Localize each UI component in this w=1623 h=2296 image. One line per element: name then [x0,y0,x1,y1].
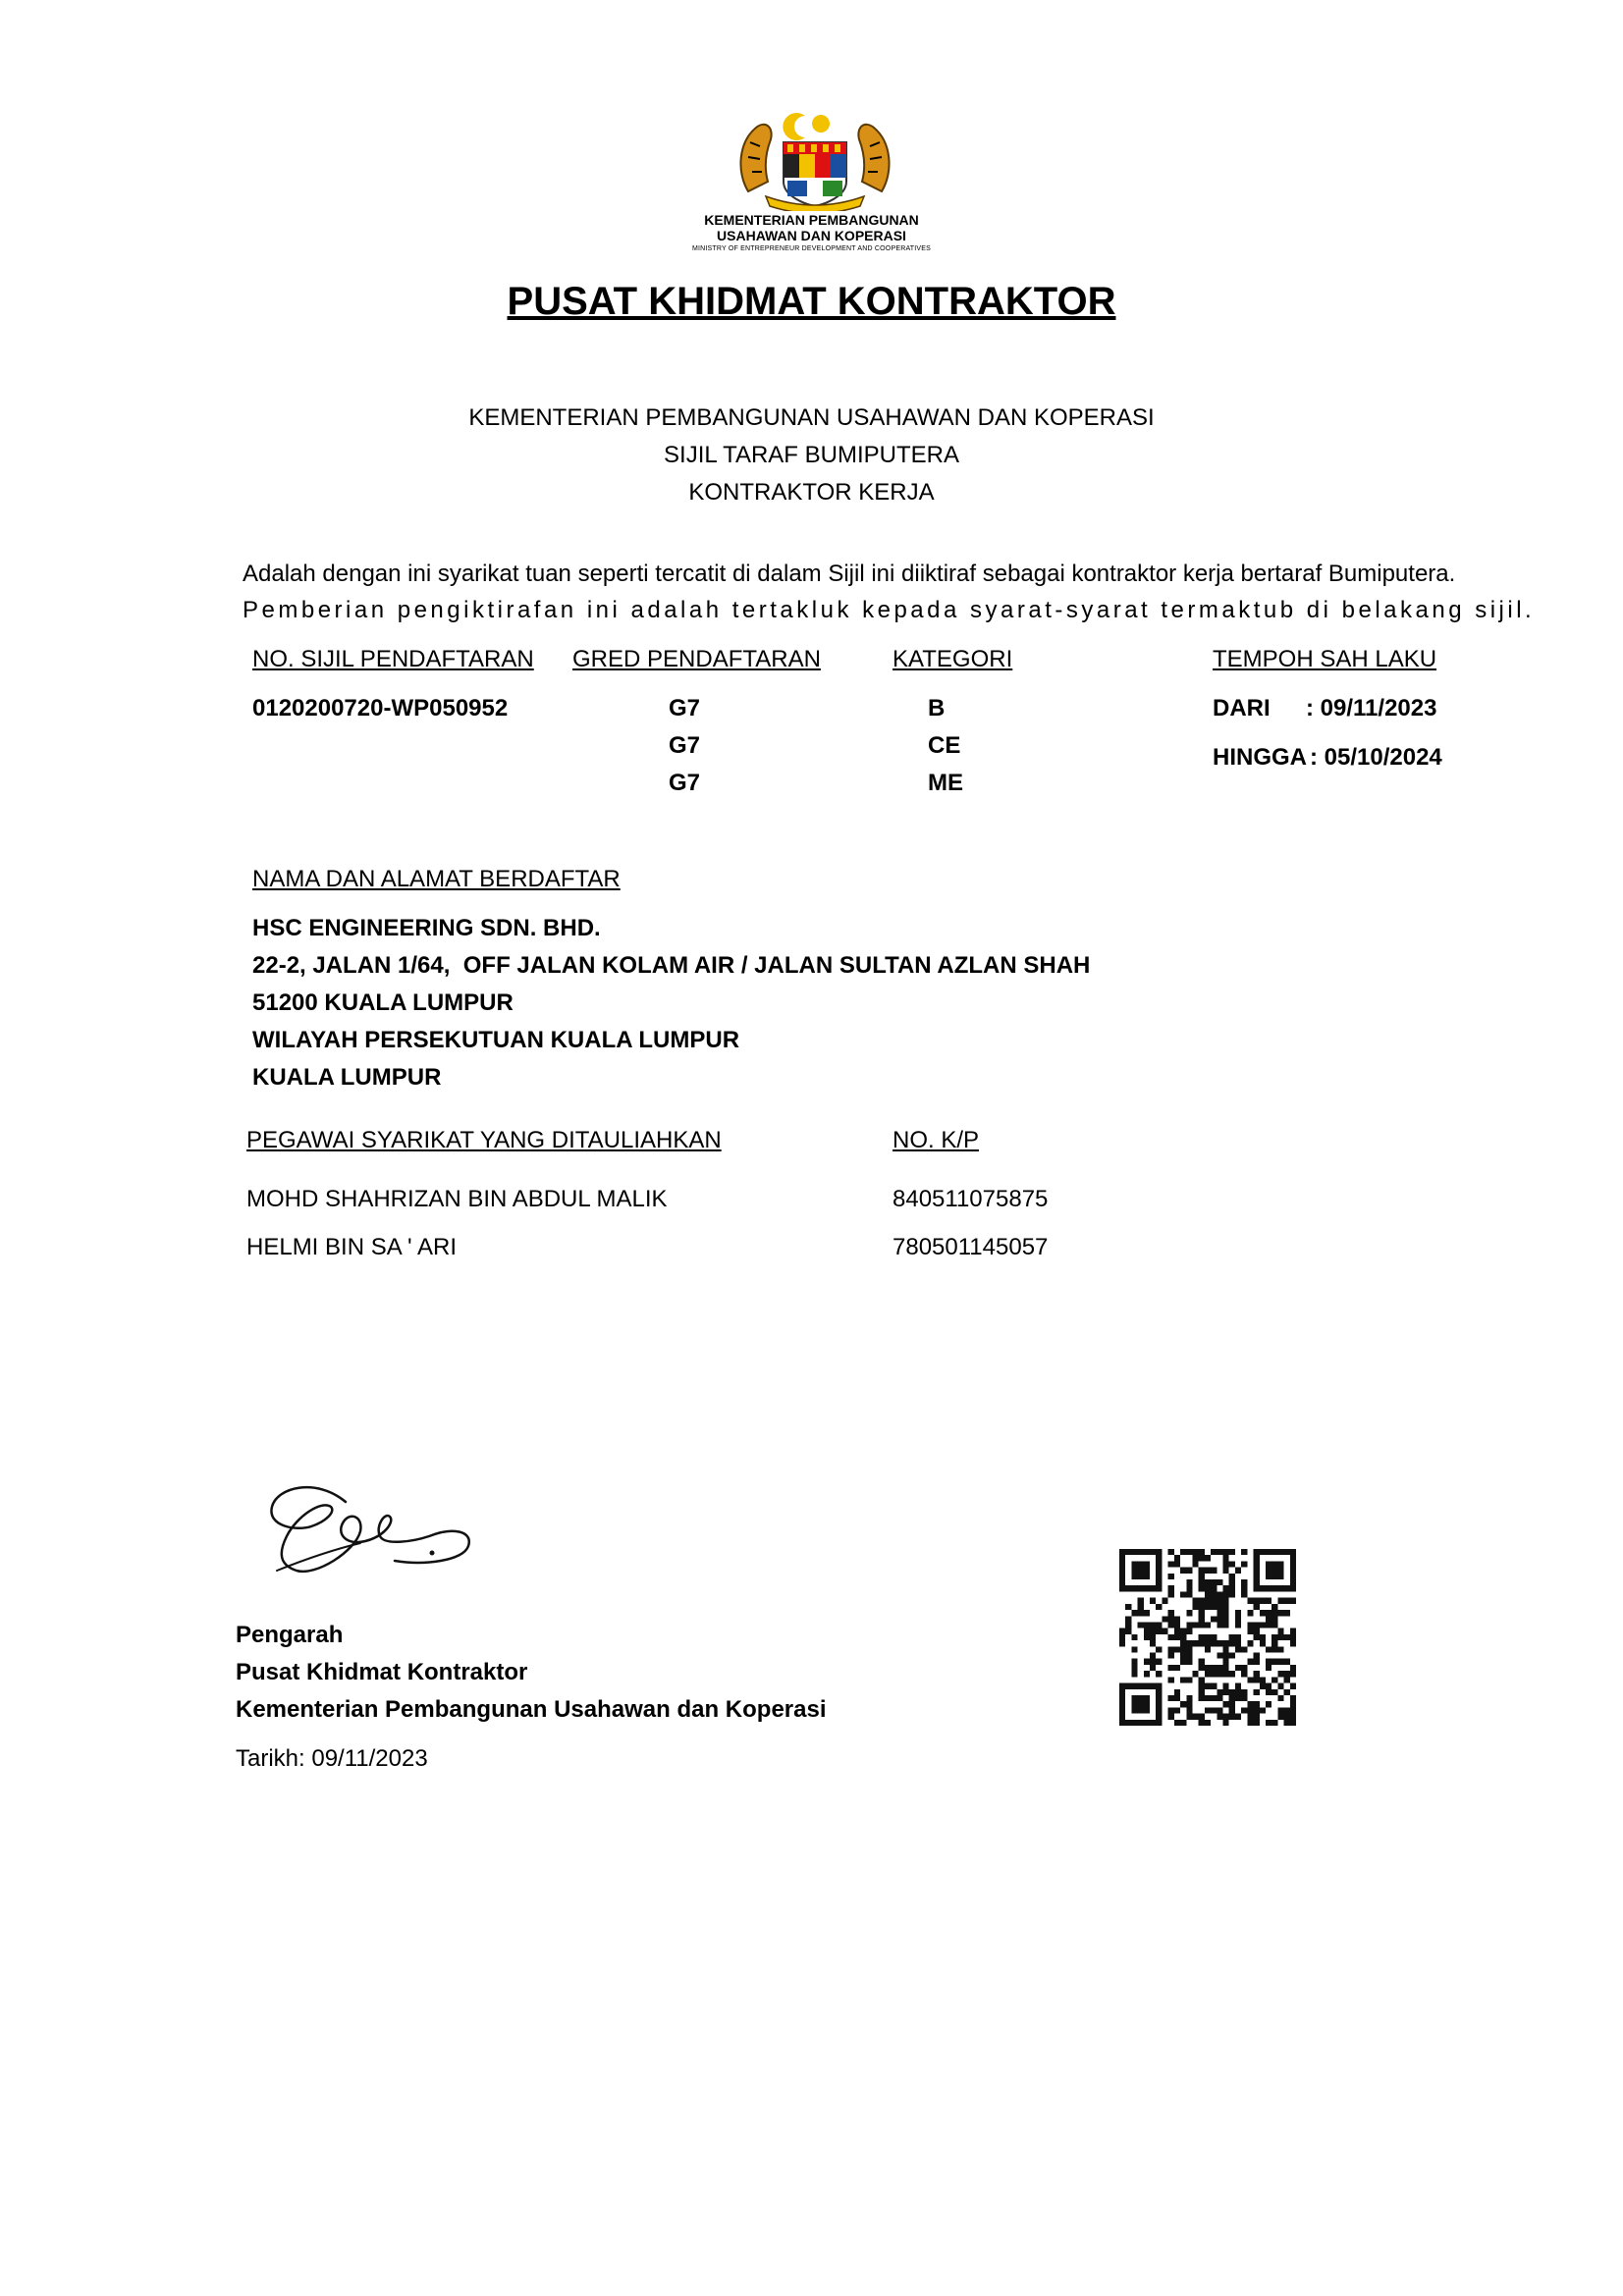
contractor-type: KONTRAKTOR KERJA [688,479,935,506]
category-value: ME [928,770,963,796]
intro-text-line2: Pemberian pengiktirafan ini adalah tertakluk kepada syarat-syarat termaktub di belakang sijil. [243,597,1536,623]
dari-value: : 09/11/2023 [1306,695,1437,721]
company-header: NAMA DAN ALAMAT BERDAFTAR [252,866,621,892]
company-address-line1: 22-2, JALAN 1/64, OFF JALAN KOLAM AIR / JALAN SULTAN AZLAN SHAH [252,952,1091,979]
hingga-label: HINGGA [1213,744,1307,771]
qr-code-icon [1119,1549,1296,1726]
issue-date: Tarikh: 09/11/2023 [236,1745,428,1772]
category-value: CE [928,732,961,759]
officers-header-name: PEGAWAI SYARIKAT YANG DITAULIAHKAN [246,1127,722,1153]
hingga-value: : 05/10/2024 [1310,744,1442,771]
officers-header-ic: NO. K/P [893,1127,980,1153]
ministry-logo-line1: KEMENTERIAN PEMBANGUNAN [704,212,919,228]
ministry-logo-english: MINISTRY OF ENTREPRENEUR DEVELOPMENT AND COOPERATIVES [691,245,932,252]
officer-name: HELMI BIN SA ' ARI [246,1234,457,1260]
ministry-name: KEMENTERIAN PEMBANGUNAN USAHAWAN DAN KOPERASI [468,404,1155,431]
dari-label: DARI [1213,695,1271,721]
signature-icon [257,1472,483,1600]
signatory-ministry: Kementerian Pembangunan Usahawan dan Koperasi [236,1696,827,1723]
intro-text-line1: Adalah dengan ini syarikat tuan seperti tercatit di dalam Sijil ini diiktiraf sebagai kontraktor kerja bertaraf Bumiputera. [243,561,1456,587]
grade-value: G7 [669,732,701,759]
grade-value: G7 [669,695,701,721]
company-address-line3: WILAYAH PERSEKUTUAN KUALA LUMPUR [252,1027,740,1053]
officer-ic: 840511075875 [893,1186,1049,1212]
grade-value: G7 [669,770,701,796]
company-name: HSC ENGINEERING SDN. BHD. [252,915,601,941]
certificate-type: SIJIL TARAF BUMIPUTERA [664,442,959,468]
header-gred: GRED PENDAFTARAN [572,646,821,672]
signatory-title: Pengarah [236,1622,344,1648]
header-tempoh: TEMPOH SAH LAKU [1213,646,1437,672]
category-value: B [928,695,946,721]
header-no-sijil: NO. SIJIL PENDAFTARAN [252,646,534,672]
signatory-department: Pusat Khidmat Kontraktor [236,1659,528,1685]
officer-name: MOHD SHAHRIZAN BIN ABDUL MALIK [246,1186,668,1212]
header-kategori: KATEGORI [893,646,1013,672]
no-sijil-value: 0120200720-WP050952 [252,695,509,721]
coat-of-arms-icon [727,98,903,211]
officer-ic: 780501145057 [893,1234,1049,1260]
page-title: PUSAT KHIDMAT KONTRAKTOR [507,280,1116,323]
company-address-line4: KUALA LUMPUR [252,1064,442,1091]
ministry-logo-line2: USAHAWAN DAN KOPERASI [717,228,906,243]
company-address-line2: 51200 KUALA LUMPUR [252,989,514,1016]
